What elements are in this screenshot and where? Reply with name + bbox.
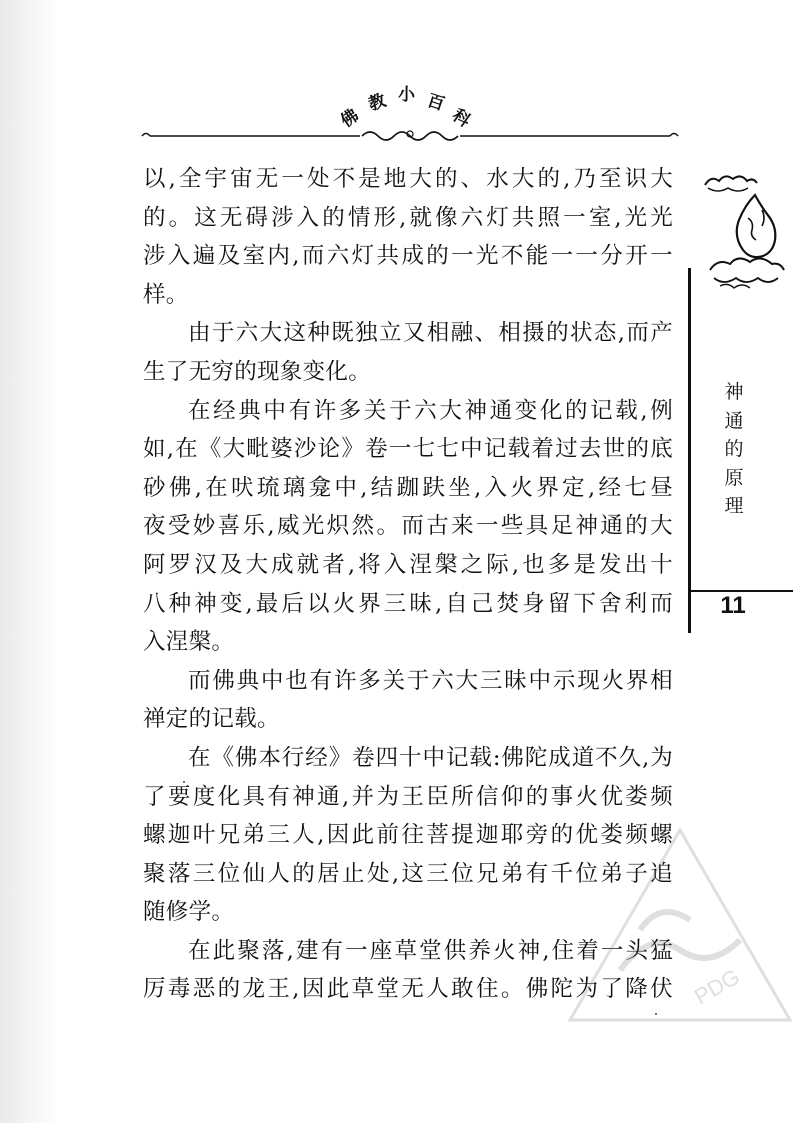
header-ornament-rule: [140, 128, 680, 142]
text-line: 在此聚落,建有一座草堂供养火神,住着一头猛: [188, 937, 673, 964]
text-line: 禅定的记载。: [143, 706, 280, 733]
lotus-hand-emblem-icon: [700, 160, 790, 310]
text-line: 在经典中有许多关于六大神通变化的记载,例: [188, 397, 673, 424]
section-title-char: 的: [724, 438, 744, 460]
text-line: 生了无穷的现象变化。: [143, 358, 372, 385]
text-line: 而佛典中也有许多关于六大三昧中示现火界相: [188, 667, 673, 694]
section-title-char: 神: [724, 381, 744, 403]
text-line: 厉毒恶的龙王,因此草堂无人敢住。佛陀为了降伏: [143, 976, 673, 1003]
page-edge-shadow: [0, 0, 60, 1123]
scan-speck: [183, 781, 185, 783]
text-line: 随修学。: [143, 899, 235, 926]
text-line: 八种神变,最后以火界三昧,自己焚身留下舍利而: [143, 590, 673, 617]
page-number: 11: [720, 592, 746, 619]
book-title-char: 科: [448, 105, 474, 132]
book-title-char: 教: [366, 90, 389, 116]
text-line: 螺迦叶兄弟三人,因此前往菩提迦耶旁的优娄频螺: [143, 822, 673, 849]
text-line: 以,全宇宙无一处不是地大的、水大的,乃至识大: [143, 166, 673, 192]
text-line: 在《佛本行经》卷四十中记载:佛陀成道不久,为: [188, 744, 673, 771]
text-line: 砂佛,在吠琉璃龛中,结跏趺坐,入火界定,经七昼: [143, 474, 673, 501]
book-title-char: 佛: [337, 105, 363, 132]
text-line: 聚落三位仙人的居止处,这三位兄弟有千位弟子追: [143, 860, 673, 887]
text-line: 的。这无碍涉入的情形,就像六灯共照一室,光光: [143, 204, 673, 231]
text-line: 夜受妙喜乐,威光炽然。而古来一些具足神通的大: [143, 513, 673, 540]
text-line: 入涅槃。: [143, 629, 235, 656]
text-line: 阿罗汉及大成就者,将入涅槃之际,也多是发出十: [143, 551, 673, 578]
book-title-char: 百: [424, 90, 447, 116]
watermark-stamp: [560, 820, 793, 1050]
sidebar-vertical-rule: [688, 268, 691, 633]
text-line: 由于六大这种既独立又相融、相摄的状态,而产: [188, 320, 673, 347]
section-title-char: 原: [724, 466, 744, 489]
book-title-char: 小: [398, 85, 415, 105]
text-line: 涉入遍及室内,而六灯共成的一光不能一一分开一: [143, 243, 673, 270]
scan-speck: [655, 1013, 657, 1015]
section-title-char: 通: [724, 409, 744, 432]
section-title: [719, 378, 749, 521]
text-line: 了要度化具有神通,并为王臣所信仰的事火优娄频: [143, 783, 673, 810]
text-line: 样。: [143, 281, 189, 308]
book-title: [330, 80, 480, 130]
text-line: 如,在《大毗婆沙论》卷一七七中记载着过去世的底: [143, 436, 673, 463]
watermark-text: PDG: [690, 963, 744, 1010]
section-title-char: 理: [724, 495, 744, 517]
